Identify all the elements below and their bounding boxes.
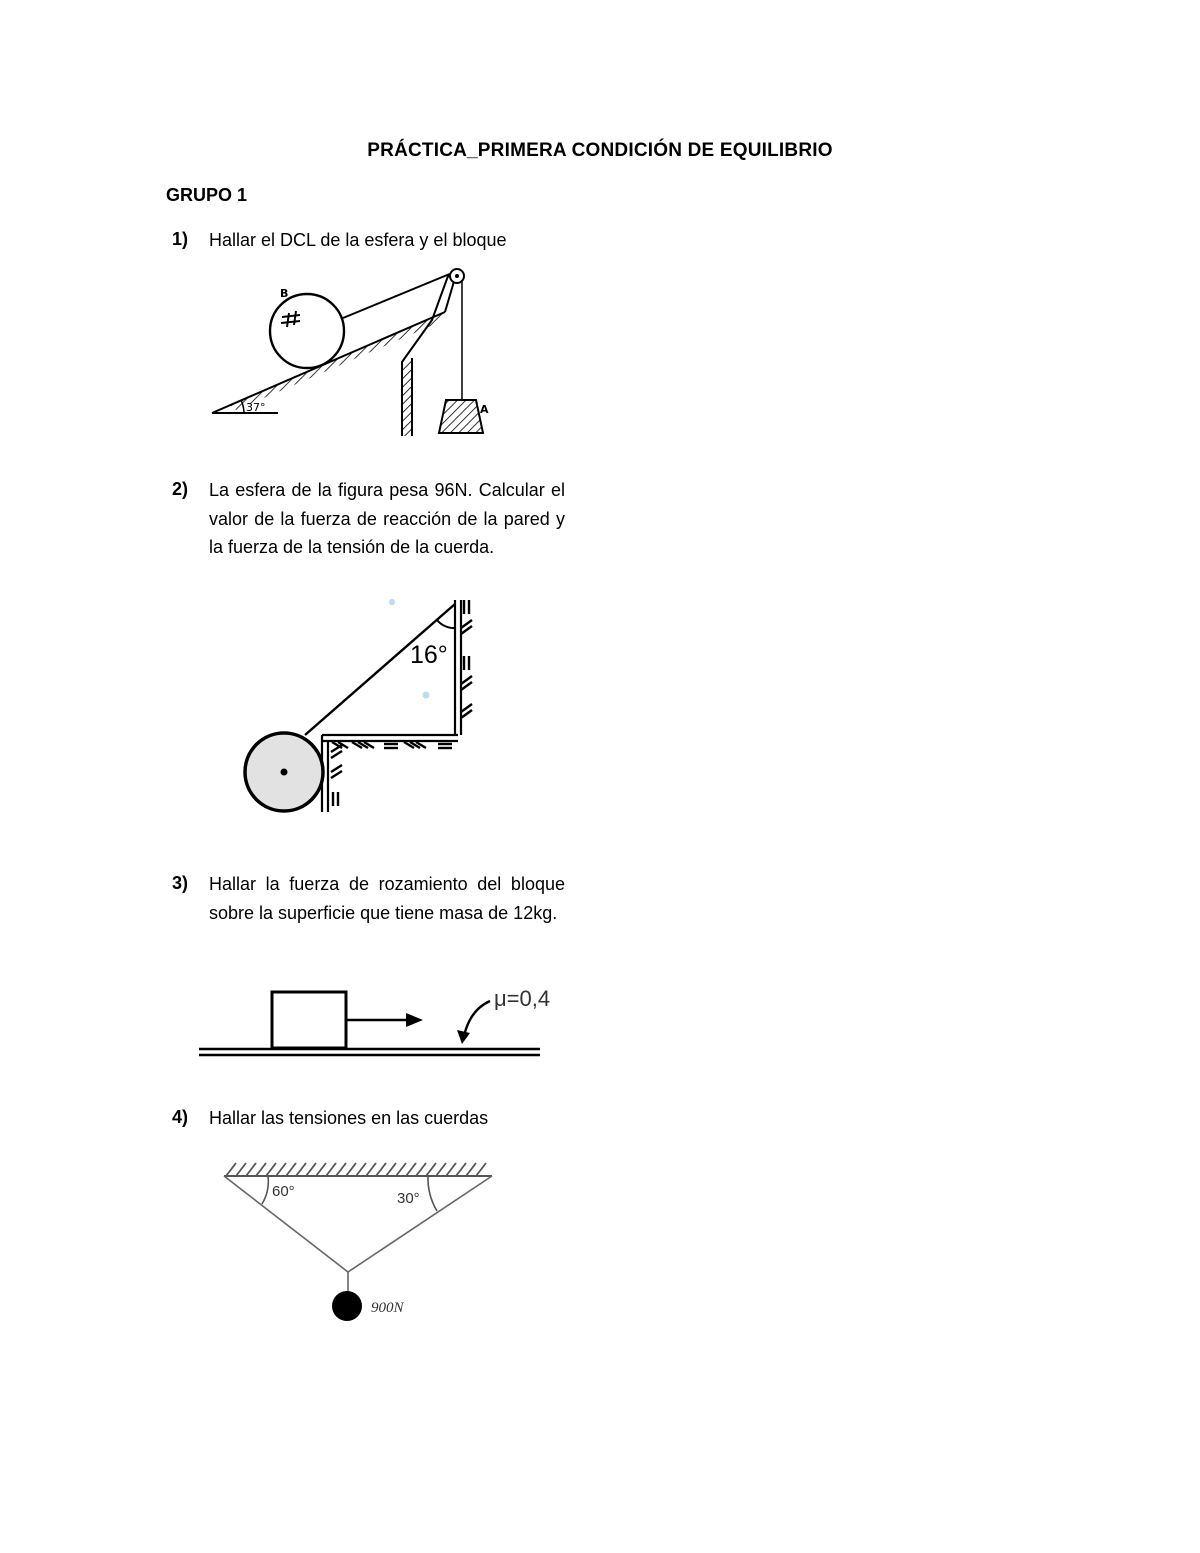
angle-label-30: 30°: [397, 1190, 420, 1207]
problem-3-text: Hallar la fuerza de rozamiento del bloque sobre la superficie que tiene masa de 12kg.: [209, 874, 565, 923]
group-heading: GRUPO 1: [166, 185, 248, 205]
problem-4-text: Hallar las tensiones en las cuerdas: [209, 1108, 489, 1128]
problem-1-text: Hallar el DCL de la esfera y el bloque: [209, 230, 507, 250]
angle-label-60: 60°: [272, 1183, 295, 1200]
page-title: PRÁCTICA_PRIMERA CONDICIÓN DE EQUILIBRIO: [367, 140, 833, 161]
sphere-label-b: B: [280, 287, 289, 300]
hanging-weight: [332, 1291, 362, 1321]
block-label-a: A: [480, 403, 489, 416]
problem-1-number: 1): [172, 229, 189, 249]
rope-right: [348, 1176, 492, 1272]
problem-4-number: 4): [172, 1107, 189, 1127]
angle-label-37: 37°: [246, 401, 266, 414]
problem-2-text: La esfera de la figura pesa 96N. Calcular el valor de la fuerza de reacción de la pared y la fuerza de la tensión de la cuerda.: [209, 480, 565, 558]
ceiling-hatch: [226, 1163, 486, 1176]
problem-2-number: 2): [172, 479, 189, 499]
angle-arc-60: [262, 1176, 268, 1204]
angle-label-16: 16°: [410, 641, 448, 669]
angle-arc-30: [428, 1176, 437, 1211]
mu-label: μ=0,4: [494, 986, 551, 1011]
weight-label: 900N: [371, 1300, 404, 1316]
problem-3-number: 3): [172, 873, 189, 893]
